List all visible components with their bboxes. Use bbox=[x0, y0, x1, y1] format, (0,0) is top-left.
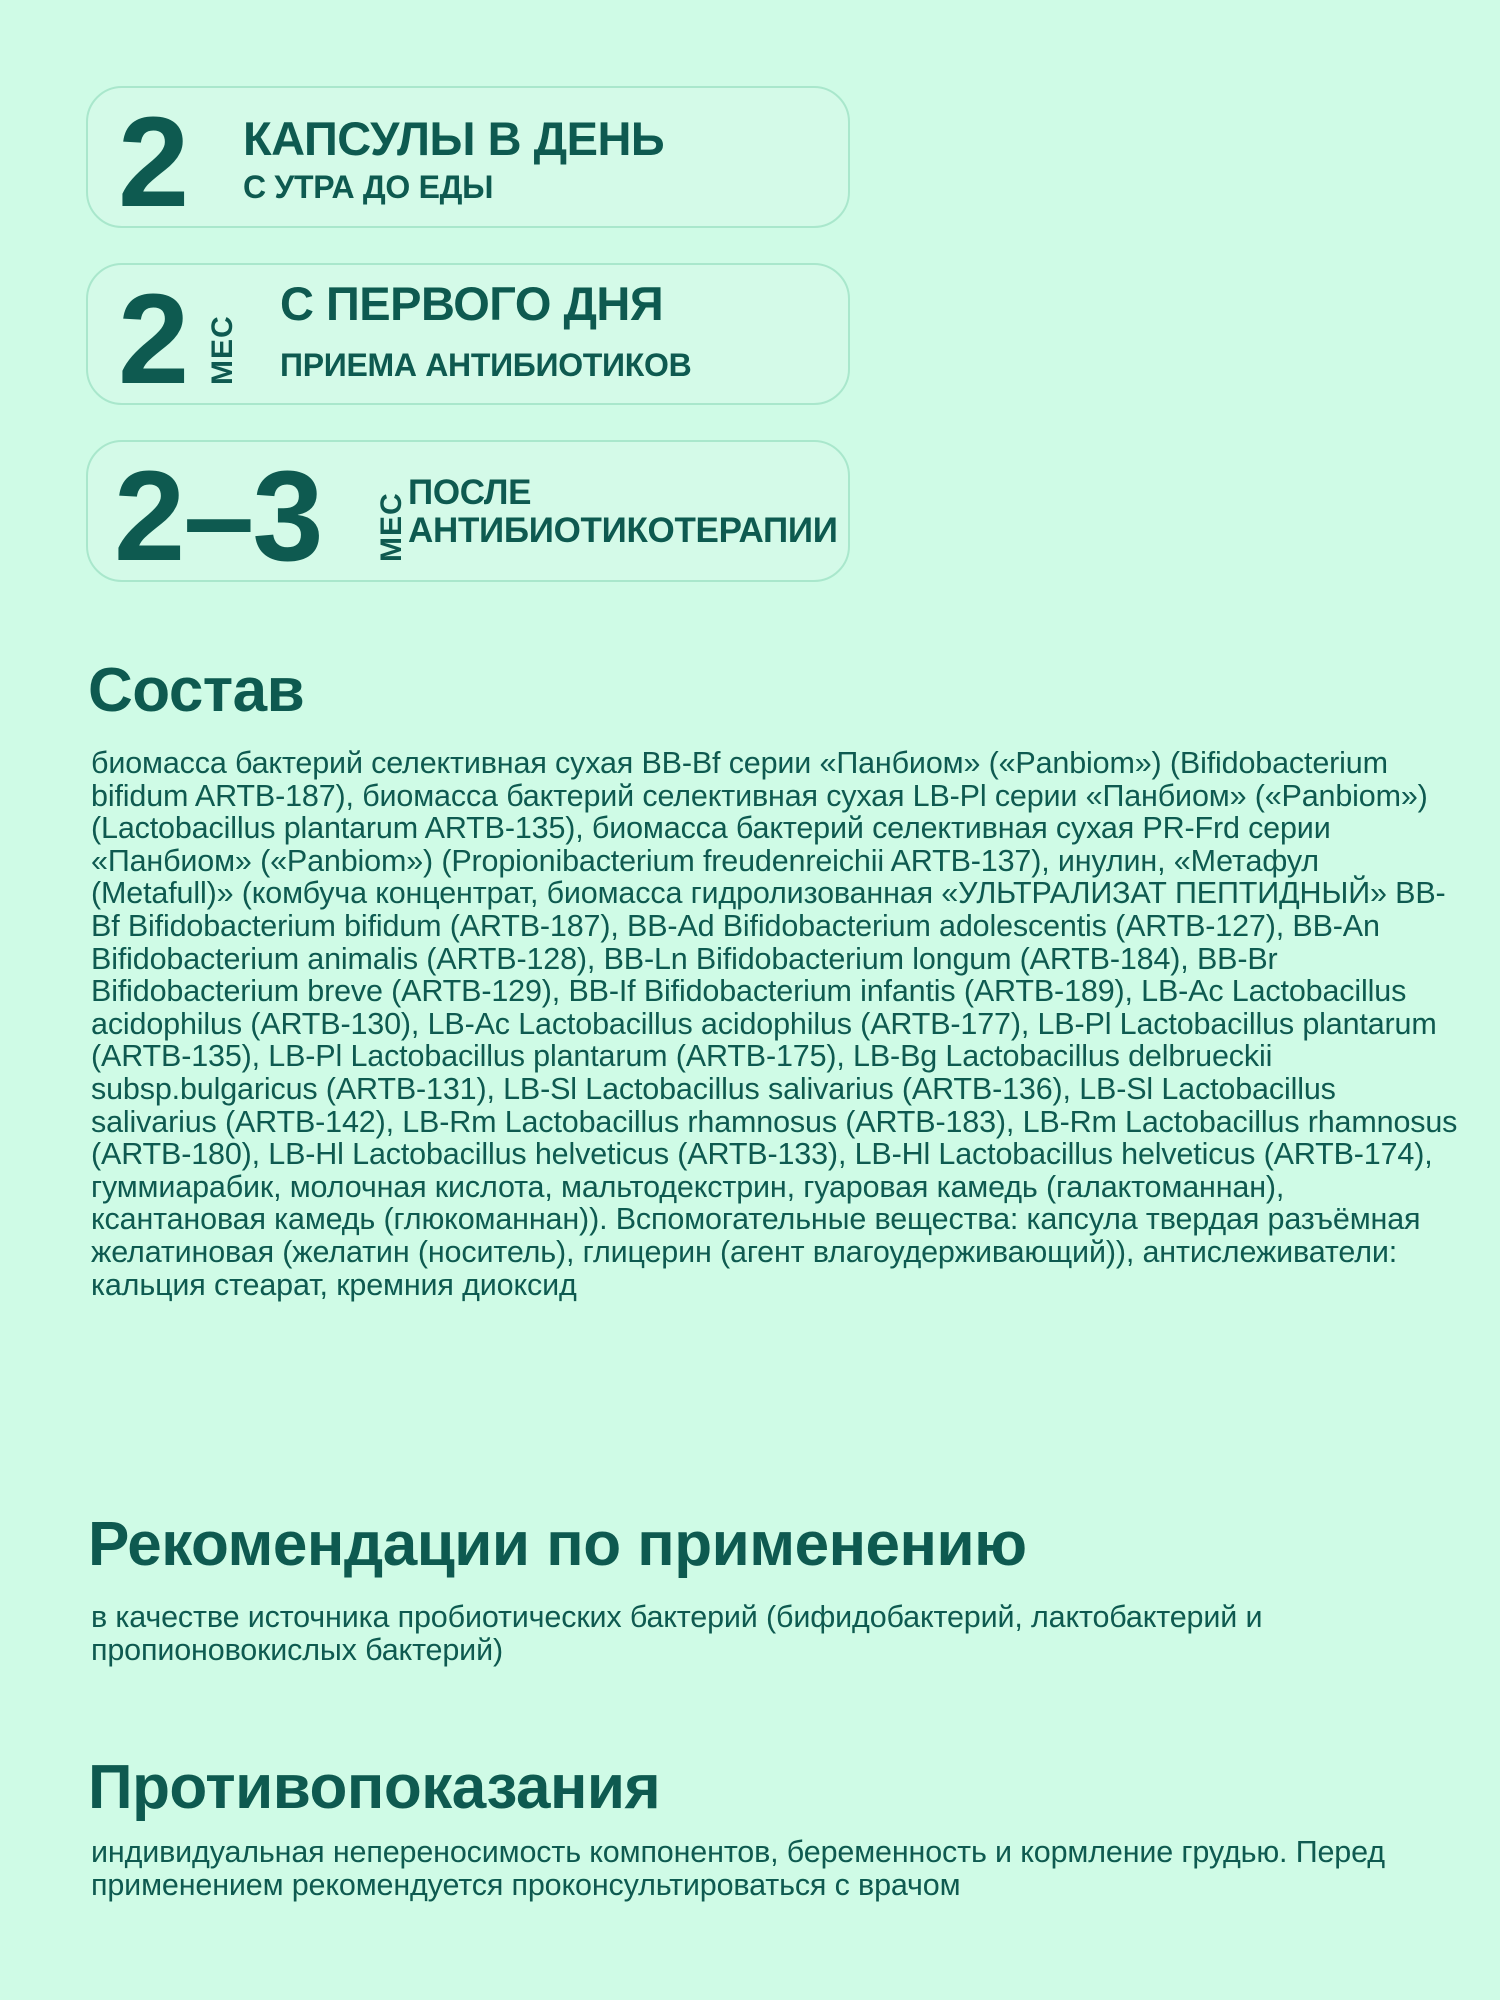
dosage-number: 2 bbox=[118, 91, 188, 234]
after-therapy-line1: ПОСЛЕ bbox=[408, 473, 532, 512]
course-duration-subtitle: ПРИЕМА АНТИБИОТИКОВ bbox=[280, 347, 692, 383]
after-therapy-line2: АНТИБИОТИКОТЕРАПИИ bbox=[408, 511, 838, 550]
recommendations-text: в качестве источника пробиотических бактерий (бифидобактерий, лактобактерий и пропионовокислых бактерий) bbox=[91, 1600, 1263, 1667]
course-duration-card bbox=[86, 263, 850, 411]
dosage-title: КАПСУЛЫ В ДЕНЬ bbox=[243, 112, 665, 165]
contraindications-text: индивидуальная непереносимость компонентов, беременность и кормление грудью. Перед применением рекомендуется проконсультироваться с врачом bbox=[91, 1835, 1385, 1902]
course-duration-title: С ПЕРВОГО ДНЯ bbox=[280, 277, 664, 330]
course-duration-unit: МЕС bbox=[206, 315, 239, 385]
composition-heading: Состав bbox=[88, 656, 305, 725]
recommendations-heading: Рекомендации по применению bbox=[88, 1510, 1027, 1579]
after-therapy-card bbox=[86, 440, 850, 588]
contraindications-heading: Противопоказания bbox=[88, 1753, 661, 1822]
dosage-subtitle: С УТРА ДО ЕДЫ bbox=[243, 169, 494, 205]
after-therapy-unit: МЕС bbox=[375, 492, 408, 562]
course-duration-number: 2 bbox=[118, 268, 188, 411]
dosage-card bbox=[86, 86, 850, 234]
after-therapy-number: 2–3 bbox=[114, 445, 322, 588]
composition-text: биомасса бактерий селективная сухая BB-Bf серии «Панбиом» («Panbiom») (Bifidobacterium bifidum ARTB-187), биомасса бактерий селективная сухая LB-Pl серии «Панбиом» («Panbiom») (Lactobacillus plantarum ARTB-135), биомасса бактерий селективная сухая PR-Frd серии «Панбиом» («Panbiom») (Propionibacterium freudenreichii ARTB-137), инулин, «Метафул (Metafull)» (комбуча концентрат, биомасса гидролизованная «УЛЬТРАЛИЗАТ ПЕПТИДНЫЙ» BB-Bf Bifidobacterium bifidum (ARTB-187), BB-Ad Bifidobacterium adolescentis (ARTB-127), BB-An Bifidobacterium animalis (ARTB-128), BB-Ln Bifidobacterium longum (ARTB-184), BB-Br Bifidobacterium breve (ARTB-129), BB-If Bifidobacterium infantis (ARTB-189), LB-Ac Lactobacillus acidophilus (ARTB-130), LB-Ac Lactobacillus acidophilus (ARTB-177), LB-Pl Lactobacillus plantarum (ARTB-135), LB-Pl Lactobacillus plantarum (ARTB-175), LB-Bg Lactobacillus delbrueckii subsp.bulgaricus (ARTB-131), LB-Sl Lactobacillus salivarius (ARTB-136), LB-Sl Lactobacillus salivarius (ARTB-142), LB-Rm Lactobacillus rhamnosus (ARTB-183), LB-Rm Lactobacillus rhamnosus (ARTB-180), LB-Hl Lactobacillus helveticus (ARTB-133), LB-Hl Lactobacillus helveticus (ARTB-174), гуммиарабик, молочная кислота, мальтодекстрин, гуаровая камедь (галактоманнан), ксантановая камедь (глюкоманнан)). Вспомогательные вещества: капсула твердая разъёмная желатиновая (желатин (носитель), глицерин (агент влагоудерживающий)), антислеживатели: кальция стеарат, кремния диоксид bbox=[91, 746, 1458, 1302]
